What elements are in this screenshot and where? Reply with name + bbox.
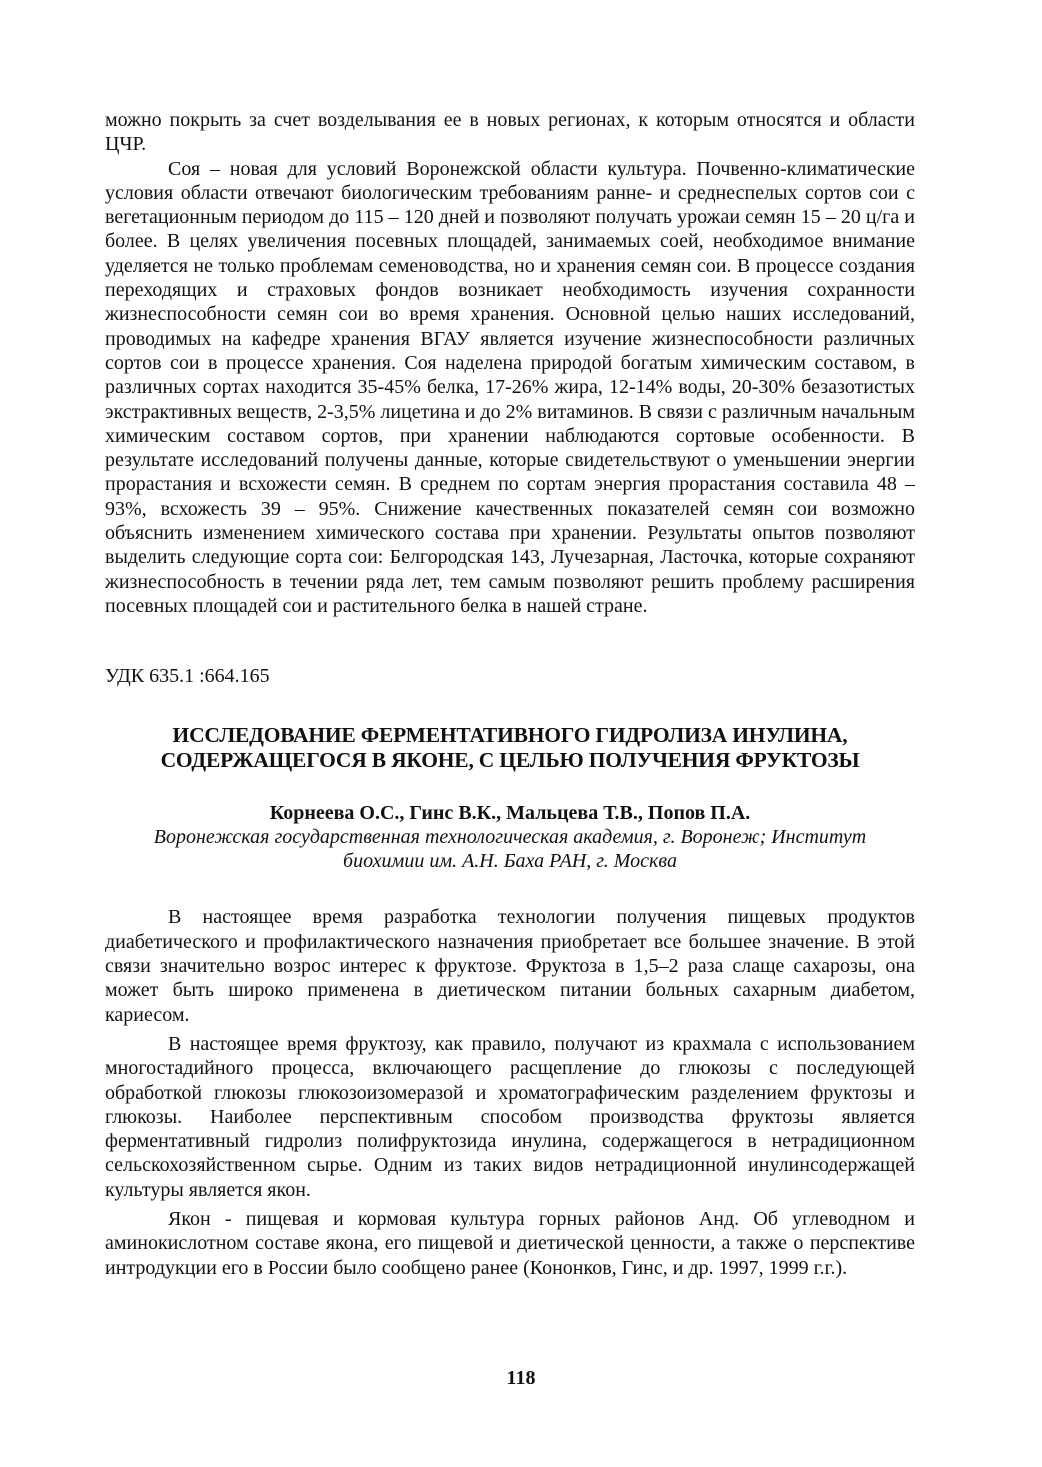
article-title: [105, 723, 915, 773]
article-title-line-1: ИССЛЕДОВАНИЕ ФЕРМЕНТАТИВНОГО ГИДРОЛИЗА ИНУЛИНА,: [172, 722, 848, 747]
body-paragraph-1: В настоящее время разработка технологии получения пищевых продуктов диабетического и профилактического назначения приобретает все большее значение. В этой связи значительно возрос интерес к фруктозе. Фруктоза в 1,5–2 раза слаще сахарозы, она может быть широко применена в диетическом питании больных сахарным диабетом, кариесом.: [105, 906, 915, 1026]
body-paragraph-3: Якон - пищевая и кормовая культура горных районов Анд. Об углеводном и аминокислотном составе якона, его пищевой и диетической ценности, а также о перспективе интродукции его в России было сообщено ранее (Кононков, Гинс, и др. 1997, 1999 г.г.).: [105, 1207, 915, 1279]
affiliation: [105, 825, 915, 874]
continuation-paragraph: можно покрыть за счет возделывания ее в новых регионах, к которым относятся и области ЦЧР.: [105, 109, 915, 156]
affiliation-line-1: Воронежская государственная технологическая академия, г. Воронеж; Институт: [153, 825, 867, 848]
soy-paragraph: Соя – новая для условий Воронежской области культура. Почвенно-климатические условия области отвечают биологическим требованиям ранне- и среднеспелых сортов сои с вегетационным периодом до 115 – 120 дней и позволяют получать урожаи семян 15 – 20 ц/га и более. В целях увеличения посевных площадей, занимаемых соей, необходимое внимание уделяется не только проблемам семеноводства, но и хранения семян сои. В процессе создания переходящих и страховых фондов возникает необходимость изучения сохранности жизнеспособности семян сои во время хранения. Основной целью наших исследований, проводимых на кафедре хранения ВГАУ является изучение жизнеспособности различных сортов сои в процессе хранения. Соя наделена природой богатым химическим составом, в различных сортах находится 35-45% белка, 17-26% жира, 12-14% воды, 20-30% безазотистых экстрактивных веществ, 2-3,5% лицетина и до 2% витаминов. В связи с различным начальным химическим составом сортов, при хранении наблюдаются сортовые особенности. В результате исследований получены данные, которые свидетельствуют о уменьшении энергии прорастания и всхожести семян. В среднем по сортам энергия прорастания составила 48 – 93%, всхожесть 39 – 95%. Снижение качественных показателей семян сои возможно объяснить изменением химического состава при хранении. Результаты опытов позволяют выделить следующие сорта сои: Белгородская 143, Лучезарная, Ласточка, которые сохраняют жизнеспособность в течении ряда лет, тем самым позволяют решить проблему расширения посевных площадей сои и растительного белка в нашей стране.: [105, 157, 915, 617]
section-spacer: [105, 873, 915, 905]
article-title-line-2: СОДЕРЖАЩЕГОСЯ В ЯКОНЕ, С ЦЕЛЬЮ ПОЛУЧЕНИЯ ФРУКТОЗЫ: [160, 747, 860, 772]
page-number: 118: [506, 1367, 536, 1389]
article-authors: Корнеева О.С., Гинс В.К., Мальцева Т.В., Попов П.А.: [269, 801, 751, 824]
page-content: [105, 108, 915, 1280]
affiliation-line-2: биохимии им. А.Н. Баха РАН, г. Москва: [343, 850, 677, 873]
udk-code: УДК 635.1 :664.165: [105, 665, 270, 688]
body-paragraph-2: В настоящее время фруктозу, как правило, получают из крахмала с использованием многостадийного процесса, включающего расщепление до глюкозы с последующей обработкой глюкозы глюкозоизомеразой и хроматографическим разделением фруктозы и глюкозы. Наиболее перспективным способом производства фруктозы является ферментативный гидролиз полифруктозида инулина, содержащегося в нетрадиционном сельскохозяйственном сырье. Одним из таких видов нетрадиционной инулинсодержащей культуры является якон.: [105, 1032, 915, 1201]
